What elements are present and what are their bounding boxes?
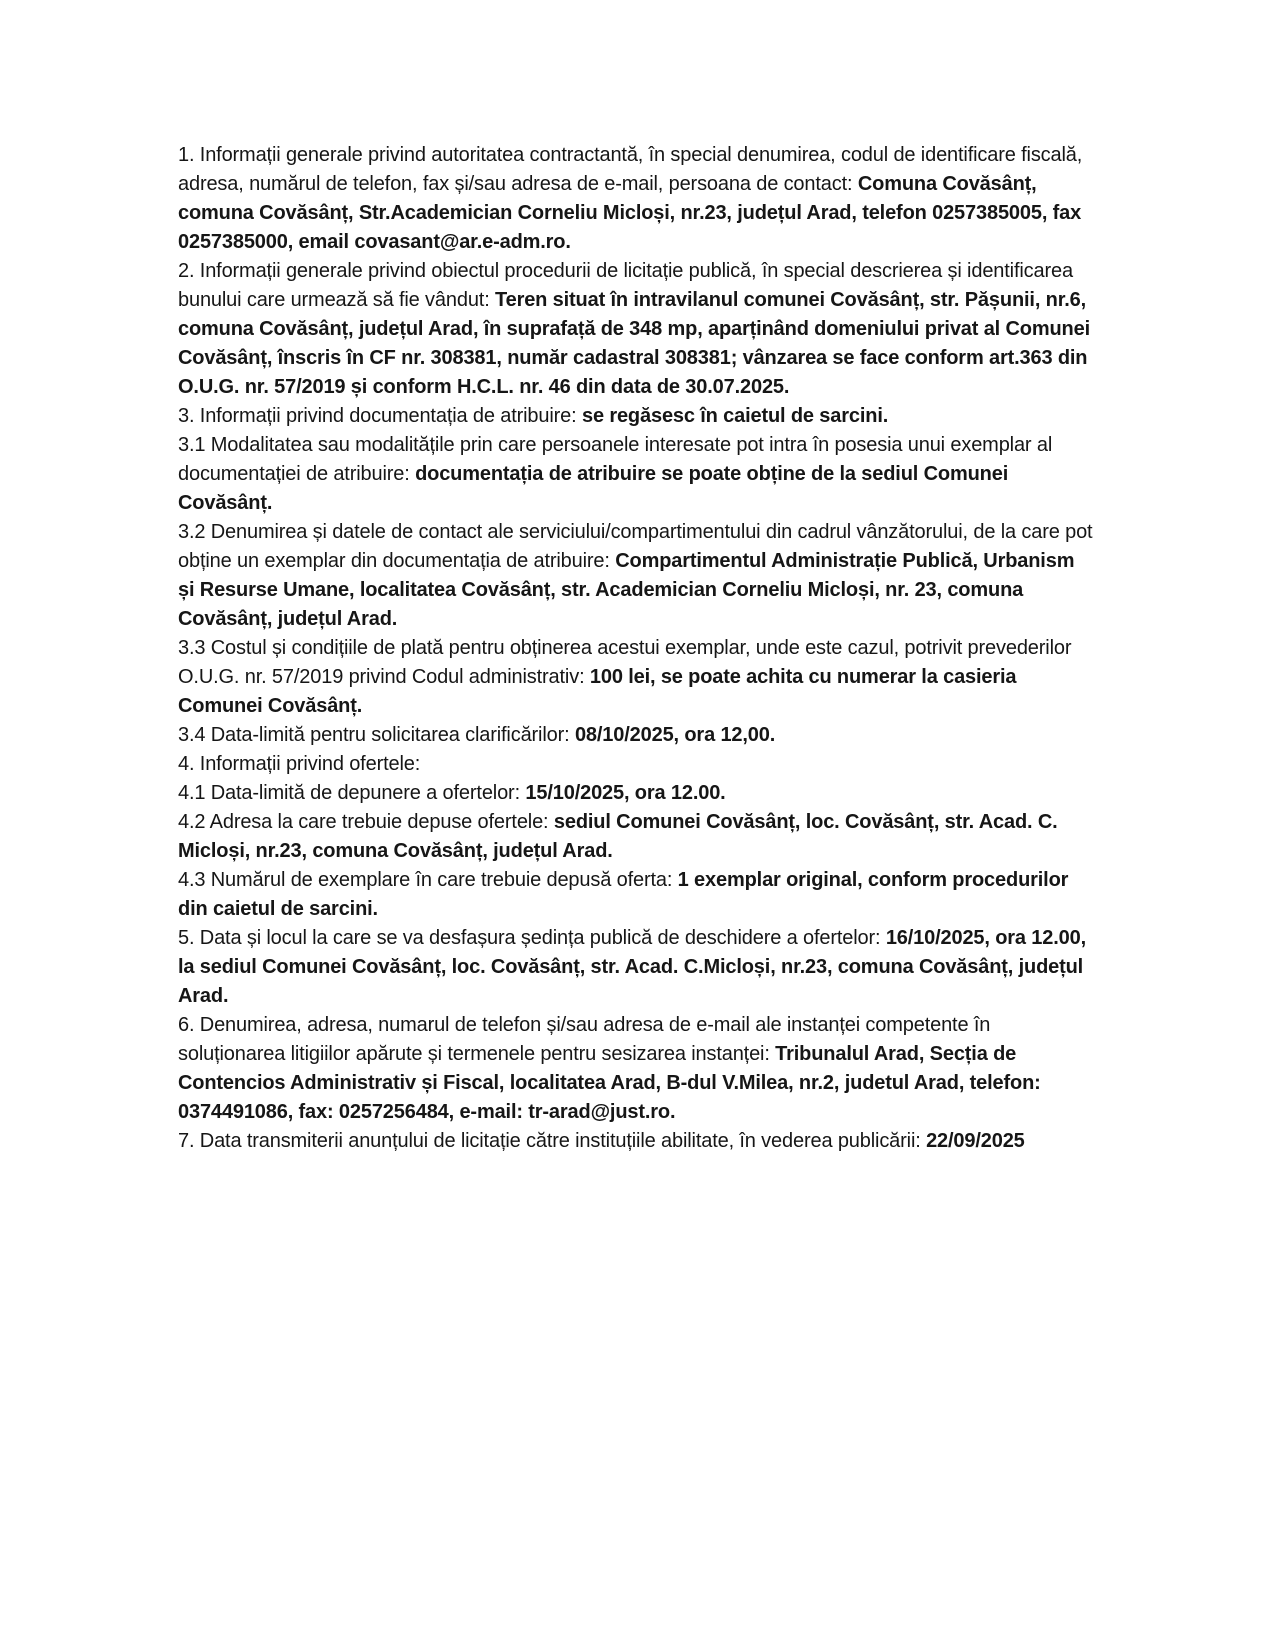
document-body: [178, 141, 1094, 1156]
paragraph: [178, 1011, 1094, 1127]
bold-text-segment: 100 lei, se poate achita cu numerar la casieria Comunei Covăsânț.: [178, 666, 1017, 717]
paragraph: [178, 750, 1094, 779]
bold-text-segment: Compartimentul Administrație Publică, Urbanism și Resurse Umane, localitatea Covăsânț, str. Academician Corneliu Micloși, nr. 23, comuna Covăsânț, județul Arad.: [178, 550, 1075, 630]
text-segment: 4.1 Data-limită de depunere a ofertelor:: [178, 782, 526, 804]
paragraph: [178, 257, 1094, 402]
paragraph: [178, 141, 1094, 257]
bold-text-segment: 16/10/2025, ora 12.00, la sediul Comunei Covăsânț, loc. Covăsânț, str. Acad. C.Micloși, nr.23, comuna Covăsânț, județul Arad.: [178, 927, 1087, 1007]
paragraph: [178, 634, 1094, 721]
bold-text-segment: 08/10/2025, ora 12,00.: [574, 724, 776, 746]
text-segment: 4. Informații privind ofertele:: [178, 753, 421, 775]
bold-text-segment: 22/09/2025: [926, 1130, 1025, 1152]
text-segment: 7. Data transmiterii anunțului de licitație către instituțiile abilitate, în vederea publicării:: [178, 1130, 927, 1152]
bold-text-segment: documentația de atribuire se poate obține de la sediul Comunei Covăsânț.: [178, 463, 1009, 514]
text-segment: 3.1 Modalitatea sau modalitățile prin care persoanele interesate pot intra în posesia unui exemplar al documentației de atribuire:: [178, 434, 1053, 485]
paragraph: [178, 808, 1094, 866]
paragraph: [178, 866, 1094, 924]
text-segment: 6. Denumirea, adresa, numarul de telefon și/sau adresa de e-mail ale instanței competente în soluționarea litigiilor apărute și termenele pentru sesizarea instanței:: [178, 1014, 991, 1065]
text-segment: 3.2 Denumirea și datele de contact ale serviciului/compartimentului din cadrul vânzătorului, de la care pot obține un exemplar din documentația de atribuire:: [178, 521, 1093, 572]
text-segment: 3. Informații privind documentația de atribuire:: [178, 405, 582, 427]
paragraph: [178, 721, 1094, 750]
paragraph: [178, 518, 1094, 634]
bold-text-segment: Teren situat în intravilanul comunei Covăsânț, str. Pășunii, nr.6, comuna Covăsânț, județul Arad, în suprafață de 348 mp, aparținând domeniului privat al Comunei Covăsânț, înscris în CF nr. 308381, număr cadastral 308381; vânzarea se face conform art.363 din O.U.G. nr. 57/2019 și conform H.C.L. nr. 46 din data de 30.07.2025.: [178, 289, 1090, 398]
paragraph: [178, 779, 1094, 808]
paragraph: [178, 431, 1094, 518]
bold-text-segment: Comuna Covăsânț, comuna Covăsânț, Str.Academician Corneliu Micloși, nr.23, județul Arad, telefon 0257385005, fax 0257385000, email covasant@ar.e-adm.ro.: [178, 173, 1082, 253]
text-segment: 2. Informații generale privind obiectul procedurii de licitație publică, în special descrierea și identificarea bunului care urmează să fie vândut:: [178, 260, 1073, 311]
text-segment: 3.3 Costul și condițiile de plată pentru obținerea acestui exemplar, unde este cazul, potrivit prevederilor O.U.G. nr. 57/2019 privind Codul administrativ:: [178, 637, 1072, 688]
text-segment: 5. Data și locul la care se va desfașura ședința publică de deschidere a ofertelor:: [178, 927, 886, 949]
text-segment: 3.4 Data-limită pentru solicitarea clarificărilor:: [178, 724, 575, 746]
bold-text-segment: Tribunalul Arad, Secția de Contencios Administrativ și Fiscal, localitatea Arad, B-dul V.Milea, nr.2, judetul Arad, telefon: 0374491086, fax: 0257256484, e-mail: tr-arad@just.ro.: [178, 1043, 1041, 1123]
text-segment: 1. Informații generale privind autoritatea contractantă, în special denumirea, codul de identificare fiscală, adresa, numărul de telefon, fax și/sau adresa de e-mail, persoana de contact:: [178, 144, 1083, 195]
paragraph: [178, 402, 1094, 431]
paragraph: [178, 924, 1094, 1011]
text-segment: 4.2 Adresa la care trebuie depuse ofertele:: [178, 811, 554, 833]
paragraph: [178, 1127, 1094, 1156]
text-segment: 4.3 Numărul de exemplare în care trebuie depusă oferta:: [178, 869, 678, 891]
bold-text-segment: 15/10/2025, ora 12.00.: [525, 782, 726, 804]
bold-text-segment: se regăsesc în caietul de sarcini.: [581, 405, 889, 427]
bold-text-segment: sediul Comunei Covăsânț, loc. Covăsânț, str. Acad. C. Micloși, nr.23, comuna Covăsânț, județul Arad.: [178, 811, 1058, 862]
bold-text-segment: 1 exemplar original, conform procedurilor din caietul de sarcini.: [178, 869, 1069, 920]
